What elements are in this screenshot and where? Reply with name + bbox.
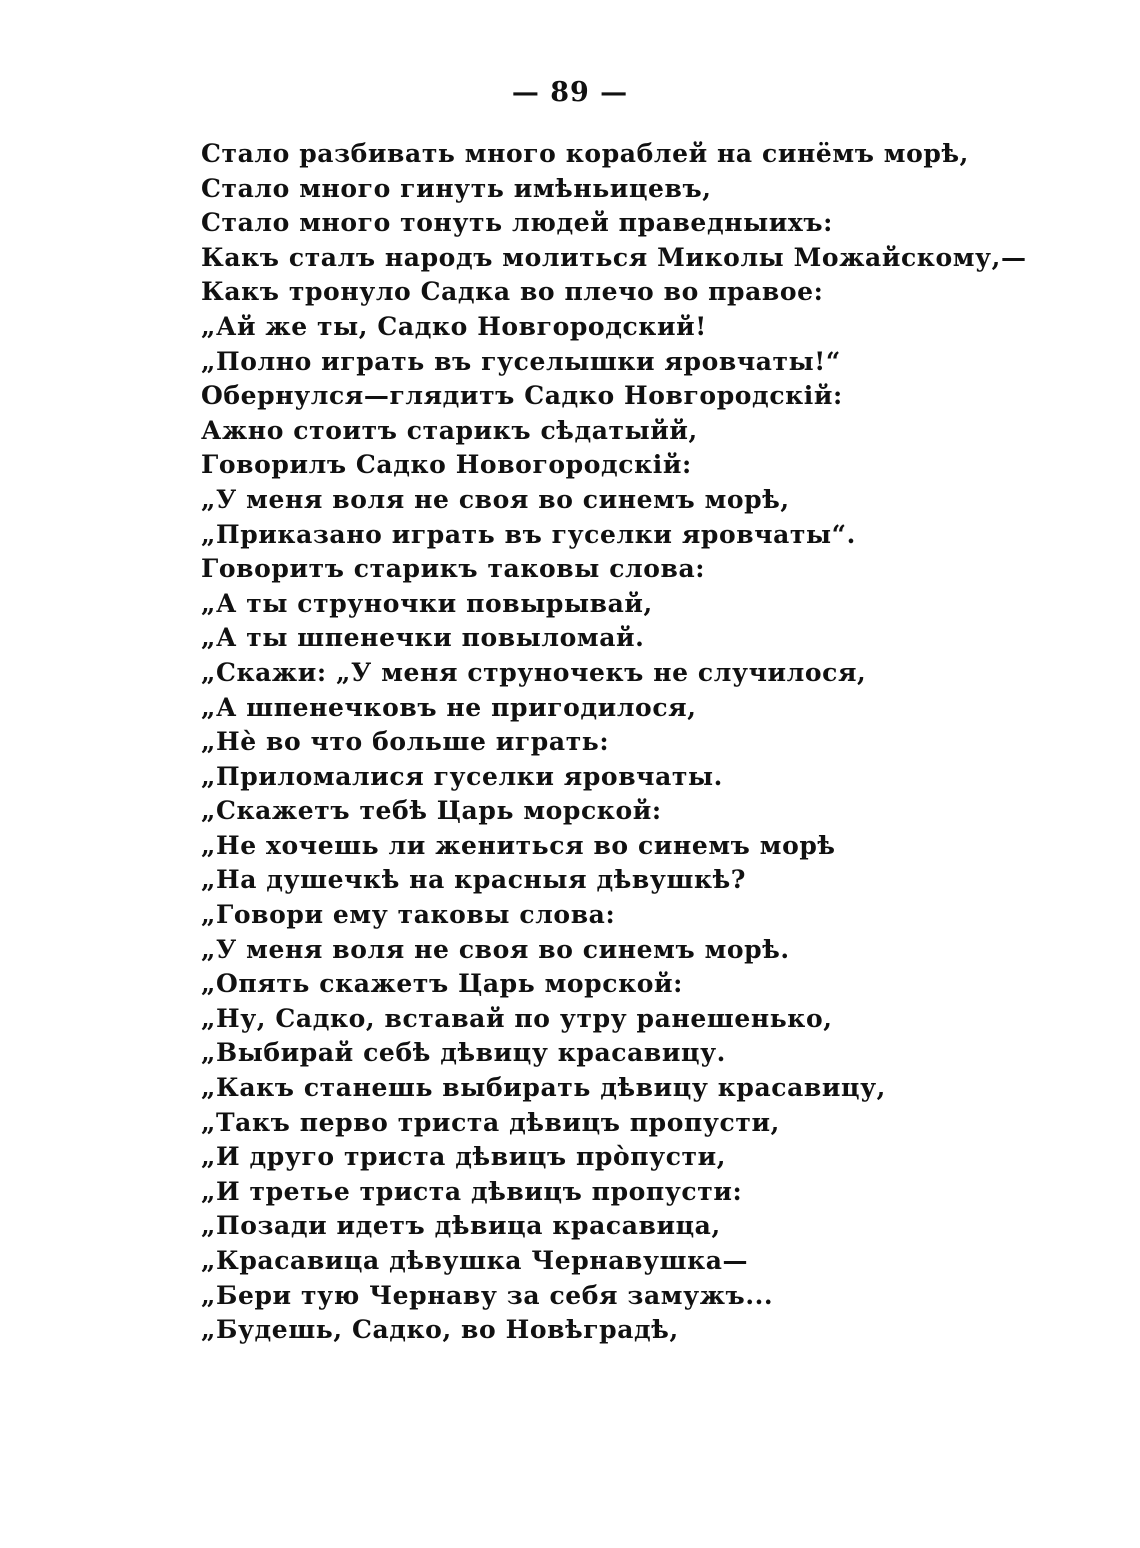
verse-line: „Нѐ во что больше играть: bbox=[201, 727, 610, 757]
verse-line: „Ну, Садко, вставай по утру ранешенько, bbox=[201, 1003, 833, 1033]
verse-line: Стало много гинуть имѣньицевъ, bbox=[201, 173, 712, 203]
verse-line: Говоритъ старикъ таковы слова: bbox=[201, 554, 706, 584]
verse-line: „Приказано играть въ гуселки яровчаты“. bbox=[201, 519, 856, 549]
verse-line: „Говори ему таковы слова: bbox=[201, 900, 616, 930]
verse-line: „Полно играть въ гуселышки яровчаты!“ bbox=[201, 346, 841, 376]
verse-line: „Не хочешь ли жениться во синемъ морѣ bbox=[201, 830, 836, 860]
verse-line: „Бери тую Чернаву за себя замужъ... bbox=[201, 1280, 774, 1310]
verse-line: Говорилъ Садко Новогородскiй: bbox=[201, 450, 692, 480]
verse-line: „Такъ перво триста дѣвицъ пропусти, bbox=[201, 1107, 780, 1137]
verse-line: „А ты шпенечки повыломай. bbox=[201, 623, 645, 653]
verse-line: „Скажи: „У меня струночекъ не случилося, bbox=[201, 657, 867, 687]
verse-line: Какъ сталъ народъ молиться Миколы Можайскому,— bbox=[201, 242, 1027, 272]
verse-line: „Будешь, Садко, во Новѣградѣ, bbox=[201, 1315, 679, 1345]
verse-line: „Приломалися гуселки яровчаты. bbox=[201, 761, 723, 791]
verse-line: „Какъ станешь выбирать дѣвицу красавицу, bbox=[201, 1073, 886, 1103]
verse-line: „Ай же ты, Садко Новгородский! bbox=[201, 311, 707, 341]
verse-line: Обернулся—глядитъ Садко Новгородскiй: bbox=[201, 381, 843, 411]
verse-line: „А ты струночки повырывай, bbox=[201, 588, 653, 618]
page-number: — 89 — bbox=[511, 77, 629, 108]
verse-line: „У меня воля не своя во синемъ морѣ, bbox=[201, 484, 790, 514]
verse-line: „Скажетъ тебѣ Царь морской: bbox=[201, 796, 662, 826]
verse-line: Ажно стоитъ старикъ сѣдатыйй, bbox=[201, 415, 698, 445]
verse-line: Какъ тронуло Садка во плечо во правое: bbox=[201, 277, 824, 307]
verse-line: „Выбирай себѣ дѣвицу красавицу. bbox=[201, 1038, 726, 1068]
verse-line: „И друго триста дѣвицъ прòпусти, bbox=[201, 1142, 727, 1172]
verse-line: Стало много тонуть людей праведныихъ: bbox=[201, 208, 834, 238]
verse-line: Стало разбивать много кораблей на синёмъ морѣ, bbox=[201, 139, 969, 168]
verse-line: „Опять скажетъ Царь морской: bbox=[201, 969, 683, 999]
verse-line: „Красавица дѣвушка Чернавушка— bbox=[201, 1246, 749, 1275]
verse-line: „Позади идетъ дѣвица красавица, bbox=[201, 1211, 721, 1241]
verse-line: „А шпенечковъ не пригодилося, bbox=[201, 692, 697, 722]
verse-line: „И третье триста дѣвицъ пропусти: bbox=[201, 1176, 743, 1206]
verse-text bbox=[201, 137, 1027, 1348]
verse-line: „У меня воля не своя во синемъ морѣ. bbox=[201, 934, 790, 964]
verse-line: „На душечкѣ на красныя дѣвушкѣ? bbox=[201, 865, 747, 895]
